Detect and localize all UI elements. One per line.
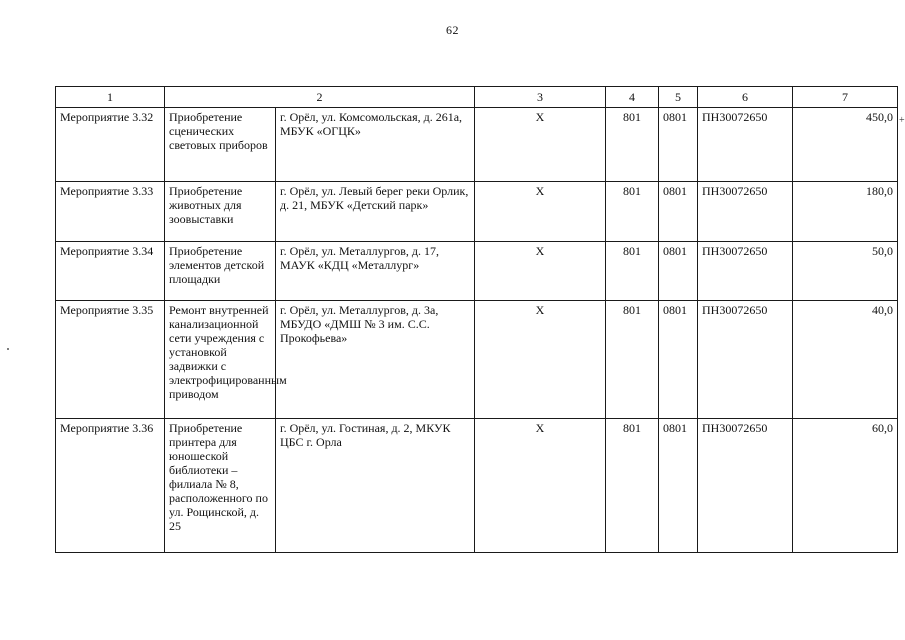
event-cell: Мероприятие 3.35 xyxy=(56,301,165,419)
name-cell: Приобретение элементов детской площадки xyxy=(165,242,276,301)
col7-cell: 450,0 xyxy=(793,108,898,182)
col7-cell: 60,0 xyxy=(793,419,898,553)
budget-table xyxy=(55,86,898,553)
event-cell: Мероприятие 3.36 xyxy=(56,419,165,553)
col5-cell: 0801 xyxy=(659,108,698,182)
col6-cell: ПН30072650 xyxy=(698,242,793,301)
table-row xyxy=(56,419,898,553)
col4-cell: 801 xyxy=(606,301,659,419)
table-row xyxy=(56,242,898,301)
col7-cell: 40,0 xyxy=(793,301,898,419)
col7-cell: 180,0 xyxy=(793,182,898,242)
name-cell: Ремонт внутренней канализационной сети учреждения с установкой задвижки с электрофицированным приводом xyxy=(165,301,276,419)
name-cell: Приобретение сценических световых приборов xyxy=(165,108,276,182)
margin-mark: + xyxy=(899,115,905,126)
col5-cell: 0801 xyxy=(659,242,698,301)
col3-cell: Х xyxy=(475,301,606,419)
col6-cell: ПН30072650 xyxy=(698,182,793,242)
header-col-2: 2 xyxy=(165,87,475,108)
scan-dot xyxy=(7,348,9,350)
table-row xyxy=(56,301,898,419)
col6-cell: ПН30072650 xyxy=(698,301,793,419)
address-cell: г. Орёл, ул. Металлургов, д. 17, МАУК «КДЦ «Металлург» xyxy=(276,242,475,301)
table-row xyxy=(56,182,898,242)
event-cell: Мероприятие 3.33 xyxy=(56,182,165,242)
address-cell: г. Орёл, ул. Комсомольская, д. 261а, МБУК «ОГЦК» xyxy=(276,108,475,182)
col3-cell: Х xyxy=(475,242,606,301)
col4-cell: 801 xyxy=(606,108,659,182)
header-col-6: 6 xyxy=(698,87,793,108)
header-col-5: 5 xyxy=(659,87,698,108)
col4-cell: 801 xyxy=(606,242,659,301)
address-cell: г. Орёл, ул. Металлургов, д. 3а, МБУДО «ДМШ № 3 им. С.С. Прокофьева» xyxy=(276,301,475,419)
col3-cell: Х xyxy=(475,108,606,182)
col6-cell: ПН30072650 xyxy=(698,419,793,553)
header-col-3: 3 xyxy=(475,87,606,108)
event-cell: Мероприятие 3.32 xyxy=(56,108,165,182)
address-cell: г. Орёл, ул. Левый берег реки Орлик, д. 21, МБУК «Детский парк» xyxy=(276,182,475,242)
page-number: 62 xyxy=(446,23,459,37)
col6-cell: ПН30072650 xyxy=(698,108,793,182)
col3-cell: Х xyxy=(475,182,606,242)
name-cell: Приобретение животных для зоовыставки xyxy=(165,182,276,242)
header-col-7: 7 xyxy=(793,87,898,108)
col5-cell: 0801 xyxy=(659,301,698,419)
col4-cell: 801 xyxy=(606,419,659,553)
col5-cell: 0801 xyxy=(659,419,698,553)
table-row xyxy=(56,108,898,182)
col7-cell: 50,0 xyxy=(793,242,898,301)
event-cell: Мероприятие 3.34 xyxy=(56,242,165,301)
header-row xyxy=(56,87,898,108)
col5-cell: 0801 xyxy=(659,182,698,242)
address-cell: г. Орёл, ул. Гостиная, д. 2, МКУК ЦБС г. Орла xyxy=(276,419,475,553)
header-col-1: 1 xyxy=(56,87,165,108)
header-col-4: 4 xyxy=(606,87,659,108)
col4-cell: 801 xyxy=(606,182,659,242)
col3-cell: Х xyxy=(475,419,606,553)
name-cell: Приобретение принтера для юношеской библиотеки – филиала № 8, расположенного по ул. Рощинской, д. 25 xyxy=(165,419,276,553)
